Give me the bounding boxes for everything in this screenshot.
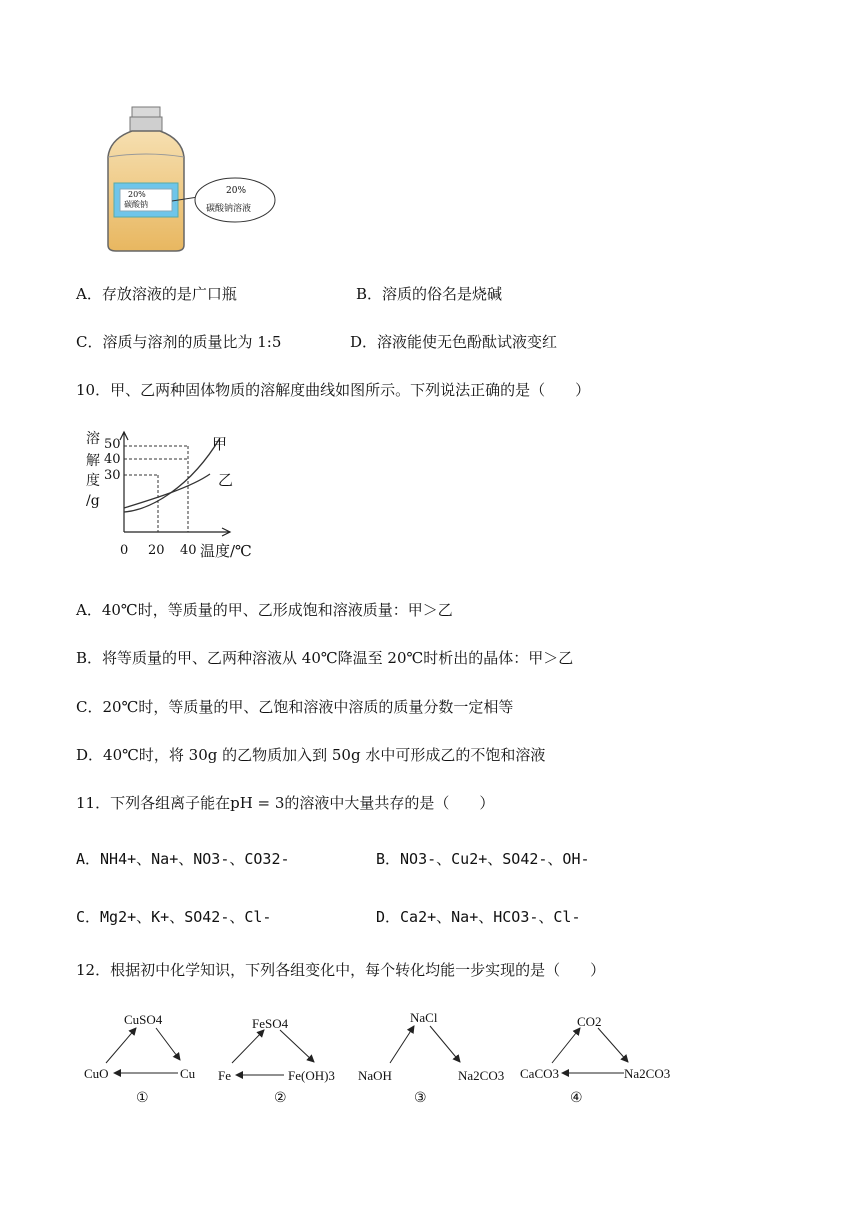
q11-stem: 11．下列各组离子能在pH = 3的溶液中大量共存的是（ ） xyxy=(76,794,495,812)
chart-y-tick-50: 50 xyxy=(104,437,121,452)
d4-top: CO2 xyxy=(577,1014,602,1029)
q11-option-d: D．Ca2+、Na+、HCO3-、Cl- xyxy=(376,908,581,926)
q10-stem: 10．甲、乙两种固体物质的溶解度曲线如图所示。下列说法正确的是（ ） xyxy=(76,381,591,399)
d4-left: CaCO3 xyxy=(520,1066,559,1081)
chart-series-yi-label: 乙 xyxy=(218,471,234,489)
q9-option-c: C．溶质与溶剂的质量比为 1:5 xyxy=(76,333,282,351)
q9-option-d: D．溶液能使无色酚酞试液变红 xyxy=(350,333,558,351)
d3-top: NaCl xyxy=(410,1010,438,1025)
d1-top: CuSO4 xyxy=(124,1012,163,1027)
d3-right: Na2CO3 xyxy=(458,1068,505,1083)
q11-option-c: C．Mg2+、K+、SO42-、Cl- xyxy=(76,908,272,926)
bottle-label-name: 碳酸钠 xyxy=(124,200,148,209)
q10-option-a: A．40℃时，等质量的甲、乙形成饱和溶液质量：甲＞乙 xyxy=(76,601,453,619)
chart-x-tick-20: 20 xyxy=(148,543,165,558)
q9-option-b: B．溶质的俗名是烧碱 xyxy=(356,285,503,303)
callout-pct: 20% xyxy=(226,186,247,196)
bottle-figure xyxy=(100,105,280,255)
d2-right: Fe(OH)3 xyxy=(288,1068,335,1083)
curve-yi xyxy=(124,474,210,508)
q10-option-c: C．20℃时，等质量的甲、乙饱和溶液中溶质的质量分数一定相等 xyxy=(76,698,514,716)
bottle-label-pct: 20% xyxy=(128,190,146,199)
q11-option-a: A．NH4+、Na+、NO3-、CO32- xyxy=(76,850,290,868)
q10-option-d: D．40℃时，将 30g 的乙物质加入到 50g 水中可形成乙的不饱和溶液 xyxy=(76,746,546,764)
callout-name: 碳酸钠溶液 xyxy=(206,204,252,214)
d3-left: NaOH xyxy=(358,1068,392,1083)
chart-y-tick-30: 30 xyxy=(104,468,121,483)
chart-y-label-3: 度 xyxy=(86,473,100,489)
d2-left: Fe xyxy=(218,1068,231,1083)
d2-num: ② xyxy=(274,1090,287,1106)
q10-option-b: B．将等质量的甲、乙两种溶液从 40℃降温至 20℃时析出的晶体：甲＞乙 xyxy=(76,649,574,667)
chart-y-label-1: 溶 xyxy=(86,431,100,447)
chart-x-label: 温度/℃ xyxy=(200,542,252,560)
d1-num: ① xyxy=(136,1090,149,1106)
curve-jia xyxy=(124,438,220,512)
chart-y-label-4: /g xyxy=(86,493,100,509)
d3-num: ③ xyxy=(414,1090,427,1106)
chart-x-tick-40: 40 xyxy=(180,543,197,558)
chart-x-tick-0: 0 xyxy=(120,543,129,558)
d2-top: FeSO4 xyxy=(252,1016,289,1031)
q11-option-b: B．NO3-、Cu2+、SO42-、OH- xyxy=(376,850,590,868)
d1-left: CuO xyxy=(84,1066,109,1081)
d4-num: ④ xyxy=(570,1090,583,1106)
chart-y-tick-40: 40 xyxy=(104,452,121,467)
q12-stem: 12．根据初中化学知识，下列各组变化中，每个转化均能一步实现的是（ ） xyxy=(76,961,606,979)
chart-series-jia-label: 甲 xyxy=(212,435,228,453)
q9-option-a: A．存放溶液的是广口瓶 xyxy=(76,285,237,303)
d1-right: Cu xyxy=(180,1066,196,1081)
d4-right: Na2CO3 xyxy=(624,1066,671,1081)
chart-y-label-2: 解 xyxy=(86,453,100,469)
